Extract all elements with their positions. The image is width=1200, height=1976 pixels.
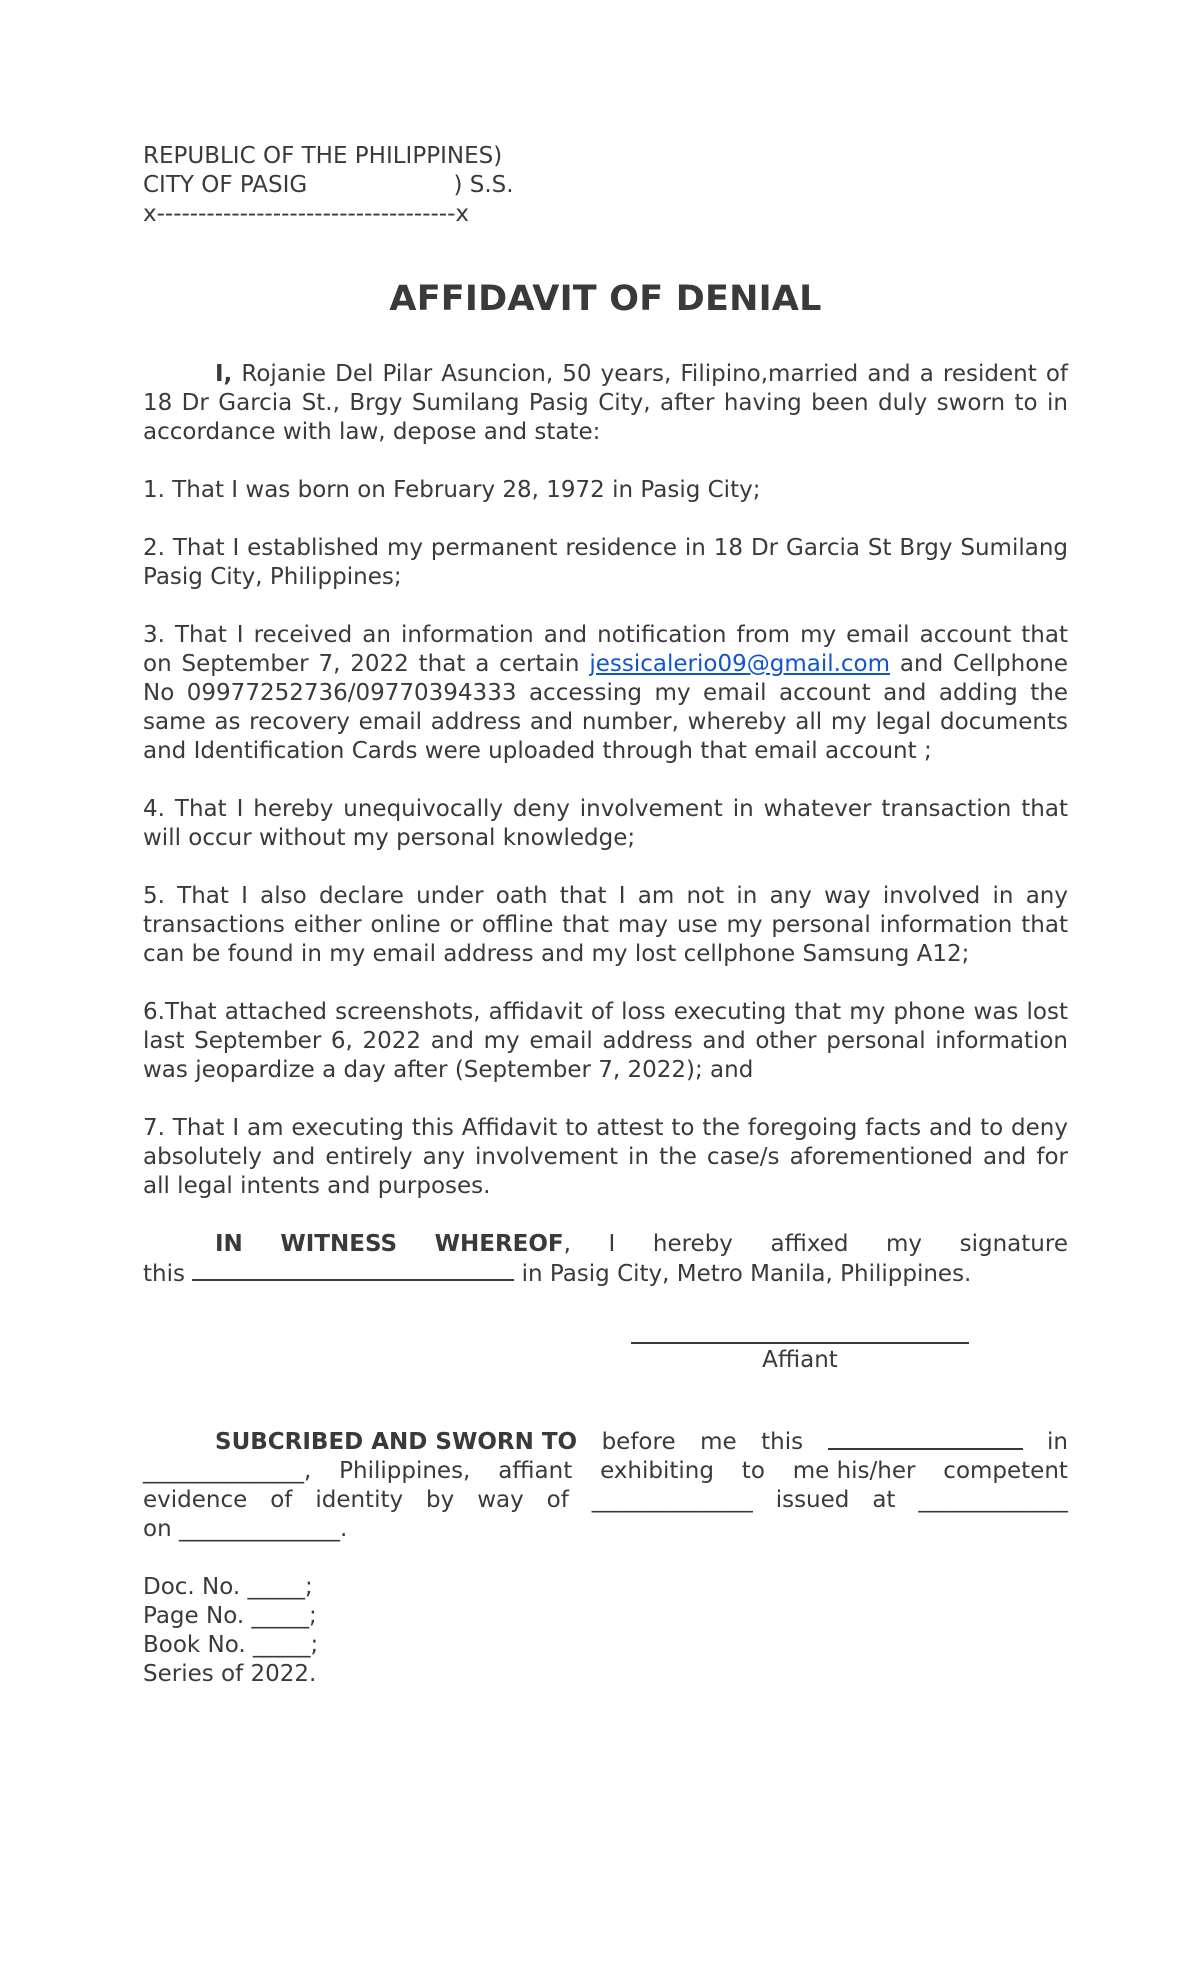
witness-word: WITNESS (280, 1231, 398, 1257)
jurat-word: exhibiting (600, 1458, 714, 1484)
doc-number: Doc. No. _____; (143, 1574, 313, 1600)
witness-word: my (886, 1231, 923, 1257)
jurat-word: this (761, 1429, 804, 1455)
venue-header (143, 142, 1068, 229)
notarial-register (143, 1573, 1068, 1689)
jurat-word: before (601, 1429, 676, 1455)
witness-word: hereby (652, 1231, 733, 1257)
jurat-section (143, 1428, 1068, 1544)
jurat-word: me his/her (792, 1458, 916, 1484)
statement-7: 7. That I am executing this Affidavit to attest to the foregoing facts and to deny absolutely and entirely any involvement in the case/s aforementioned and for all legal intents and purposes. (143, 1115, 1068, 1199)
jurat-word: ______________, (143, 1458, 312, 1484)
statement-4: 4. That I hereby unequivocally deny involvement in whatever transaction that will occur without my personal knowledge; (143, 796, 1068, 851)
jurat-line-4: on ______________. (143, 1516, 348, 1542)
jurat-line-3 (143, 1486, 1068, 1515)
jurat-word: competent (943, 1458, 1068, 1484)
email-link[interactable]: jessicalerio09@gmail.com (589, 651, 891, 677)
jurat-word: _____________ (918, 1487, 1068, 1513)
statement-3-after: and Cellphone No 09977252736/09770394333 accessing my email account and adding the same as recovery email address and number, whereby all my legal documents and Identification Cards were uploaded through that email account ; (143, 651, 1068, 764)
witness-word: IN (215, 1231, 243, 1257)
statement-3-before: 3. That I received an information and notification from my email account that on September 7, 2022 that a certain (143, 622, 1068, 677)
series-year: Series of 2022. (143, 1661, 317, 1687)
jurat-word: evidence (143, 1487, 248, 1513)
witness-place: in Pasig City, Metro Manila, Philippines. (514, 1261, 972, 1287)
witness-whereof: WHEREOF (434, 1231, 564, 1257)
book-number: Book No. _____; (143, 1632, 319, 1658)
jurat-word: identity (315, 1487, 404, 1513)
jurat-lead: SUBCRIBED AND SWORN TO (215, 1429, 578, 1455)
jurat-date-blank (828, 1428, 1023, 1450)
page-number: Page No. _____; (143, 1603, 317, 1629)
jurat-word: way (477, 1487, 524, 1513)
statement-3 (143, 621, 1068, 766)
jurat-line-2 (143, 1457, 1068, 1486)
witness-clause (143, 1230, 1068, 1289)
witness-this: this (143, 1261, 193, 1287)
intro-text: Rojanie Del Pilar Asuncion, 50 years, Filipino,married and a resident of 18 Dr Garcia St., Brgy Sumilang Pasig City, after having been duly sworn to in accordance with law, depose and state: (143, 361, 1068, 445)
intro-paragraph (143, 360, 1068, 447)
jurat-word: issued (775, 1487, 850, 1513)
jurat-word: me (700, 1429, 737, 1455)
statement-6: 6.That attached screenshots, affidavit of loss executing that my phone was lost last September 6, 2022 and my email address and other personal information was jeopardize a day after (September 7, 2022); and (143, 999, 1068, 1083)
venue-city: CITY OF PASIG ) S.S. (143, 172, 514, 198)
statement-2: 2. That I established my permanent residence in 18 Dr Garcia St Brgy Sumilang Pasig City, Philippines; (143, 535, 1068, 590)
document-title: AFFIDAVIT OF DENIAL (389, 279, 822, 319)
intro-lead: I, (215, 361, 233, 387)
witness-line-1 (143, 1230, 1068, 1259)
affiant-signature-block (631, 1342, 969, 1375)
witness-word: affixed (770, 1231, 849, 1257)
witness-word: I (608, 1231, 616, 1257)
jurat-word: at (872, 1487, 896, 1513)
jurat-word: Philippines, (339, 1458, 471, 1484)
affiant-label: Affiant (762, 1347, 838, 1373)
witness-word: WHEREOF, (434, 1231, 571, 1257)
jurat-word: affiant (498, 1458, 573, 1484)
venue-republic: REPUBLIC OF THE PHILIPPINES) (143, 143, 503, 169)
date-blank-line (192, 1259, 514, 1281)
jurat-line-1 (143, 1428, 1068, 1457)
witness-word: signature (959, 1231, 1068, 1257)
statement-5: 5. That I also declare under oath that I am not in any way involved in any transactions either online or offline that may use my personal information that can be found in my email address and my lost cellphone Samsung A12; (143, 883, 1068, 967)
jurat-word: ______________ (591, 1487, 753, 1513)
affidavit-content (143, 142, 1068, 1689)
jurat-word: to (741, 1458, 765, 1484)
witness-line-2 (143, 1259, 1068, 1289)
jurat-word: of (546, 1487, 569, 1513)
jurat-word: in (1047, 1429, 1068, 1455)
jurat-word: of (270, 1487, 293, 1513)
signature-line (631, 1342, 969, 1344)
jurat-word: by (426, 1487, 455, 1513)
venue-divider: x------------------------------------x (143, 201, 469, 227)
statement-1: 1. That I was born on February 28, 1972 in Pasig City; (143, 477, 761, 503)
